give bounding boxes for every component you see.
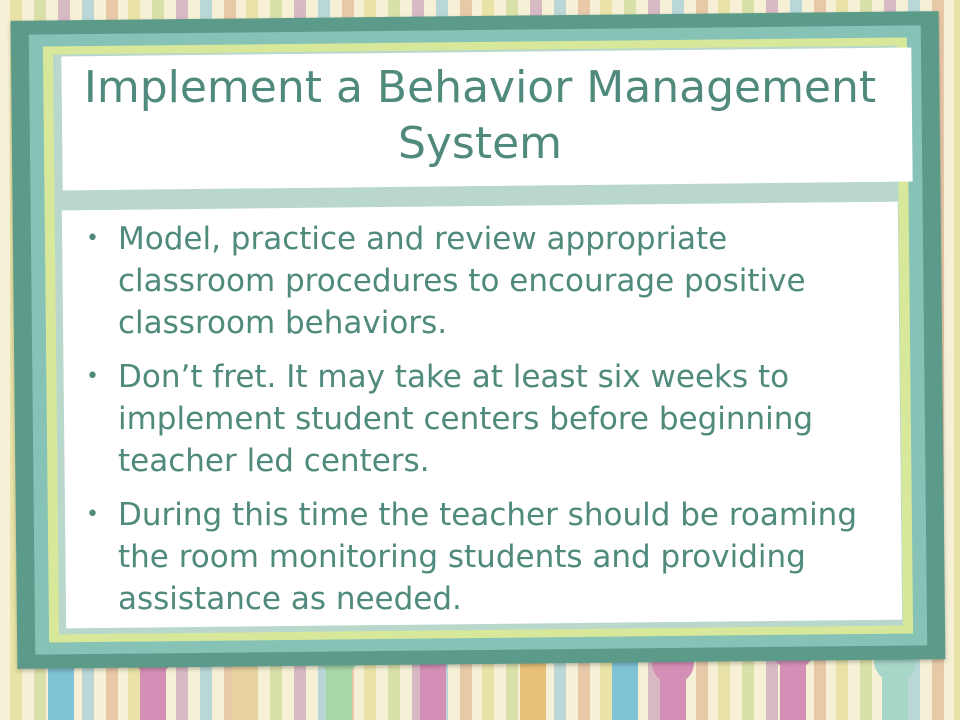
- bullet-text: Model, practice and review appropriate classroom procedures to encourage positive classroom behaviors.: [118, 221, 806, 341]
- bullet-item: [80, 218, 870, 344]
- bullet-icon: •: [86, 364, 99, 389]
- bullet-item: [80, 494, 870, 620]
- bullet-text: During this time the teacher should be roaming the room monitoring students and providing assistance as needed.: [118, 497, 858, 617]
- bullet-icon: •: [86, 502, 99, 527]
- bullet-item: [80, 356, 870, 482]
- bullet-icon: •: [86, 226, 99, 251]
- bullet-text: Don’t fret. It may take at least six weeks to implement student centers before beginning teacher led centers.: [118, 359, 814, 479]
- slide-title: Implement a Behavior Management System: [83, 62, 877, 169]
- bullet-list: [80, 218, 870, 632]
